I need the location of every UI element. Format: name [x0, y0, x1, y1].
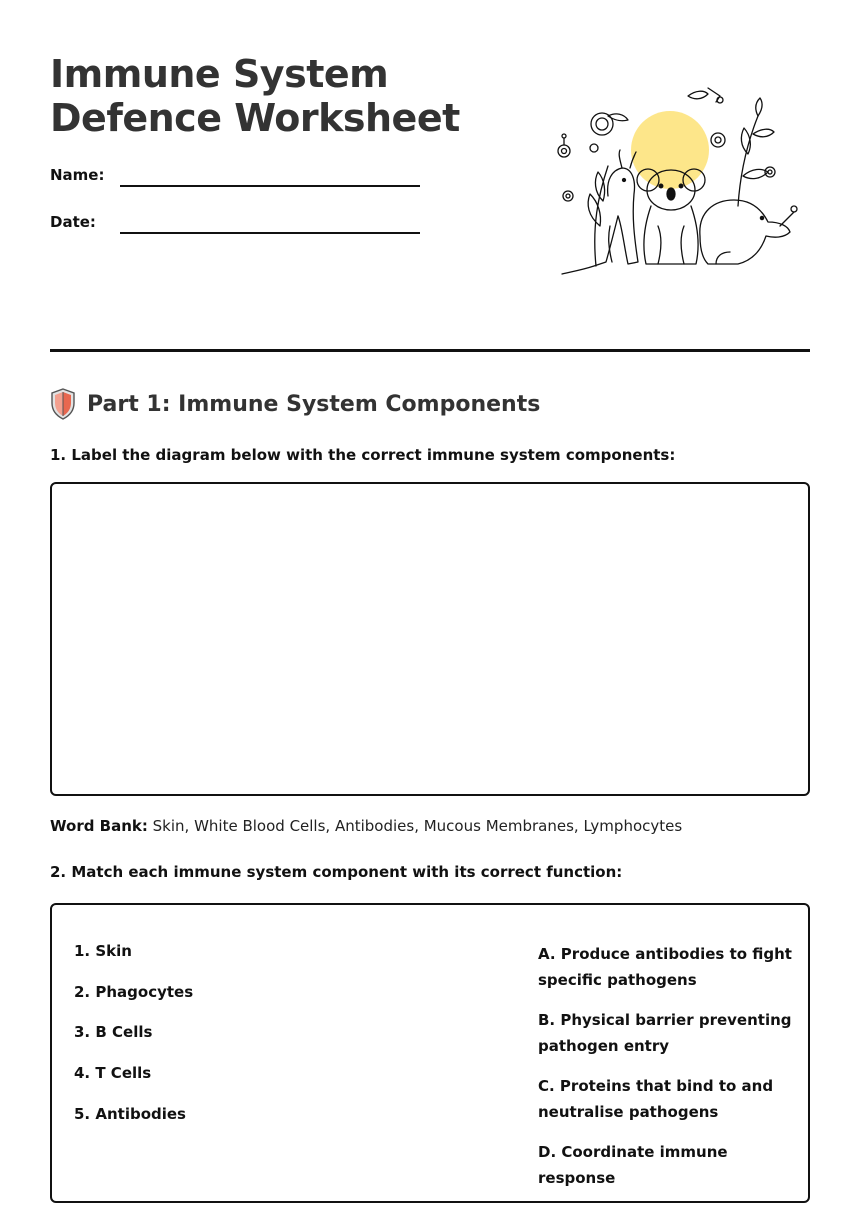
- diagram-label-area[interactable]: [50, 482, 810, 796]
- matching-box: [50, 903, 810, 1203]
- worksheet-title: [50, 52, 510, 140]
- title-line-2: Defence Worksheet: [50, 96, 460, 140]
- name-field[interactable]: [50, 165, 420, 189]
- list-item: 5. Antibodies: [74, 1104, 186, 1123]
- date-field[interactable]: [50, 212, 420, 236]
- list-item: B. Physical barrier preventing pathogen entry: [538, 1011, 792, 1055]
- word-bank-label: Word Bank:: [50, 817, 148, 835]
- date-label: Date:: [50, 213, 96, 231]
- list-item: 4. T Cells: [74, 1064, 152, 1083]
- word-bank: [50, 816, 682, 836]
- question-2: 2. Match each immune system component with its correct function:: [50, 863, 623, 881]
- part1-heading: [50, 387, 540, 421]
- australian-animals-illustration: [548, 76, 800, 280]
- component-list: [74, 941, 193, 1144]
- date-underline[interactable]: [120, 232, 420, 234]
- name-label: Name:: [50, 166, 105, 184]
- part1-title: Part 1: Immune System Components: [87, 391, 541, 417]
- list-item: D. Coordinate immune response: [538, 1143, 728, 1187]
- sun-shape: [631, 111, 709, 189]
- shield-icon: [50, 388, 76, 420]
- list-item: 2. Phagocytes: [74, 982, 194, 1001]
- list-item: 3. B Cells: [74, 1023, 153, 1042]
- title-line-1: Immune System: [50, 52, 389, 96]
- section-divider: [50, 349, 810, 352]
- list-item: A. Produce antibodies to fight specific pathogens: [538, 945, 792, 989]
- word-bank-text: Skin, White Blood Cells, Antibodies, Mucous Membranes, Lymphocytes: [147, 817, 683, 835]
- function-list: [538, 941, 793, 1205]
- name-underline[interactable]: [120, 185, 420, 187]
- wombat-drawing: [700, 200, 797, 264]
- question-1: 1. Label the diagram below with the correct immune system components:: [50, 446, 676, 464]
- list-item: C. Proteins that bind to and neutralise pathogens: [538, 1077, 774, 1121]
- list-item: 1. Skin: [74, 942, 132, 960]
